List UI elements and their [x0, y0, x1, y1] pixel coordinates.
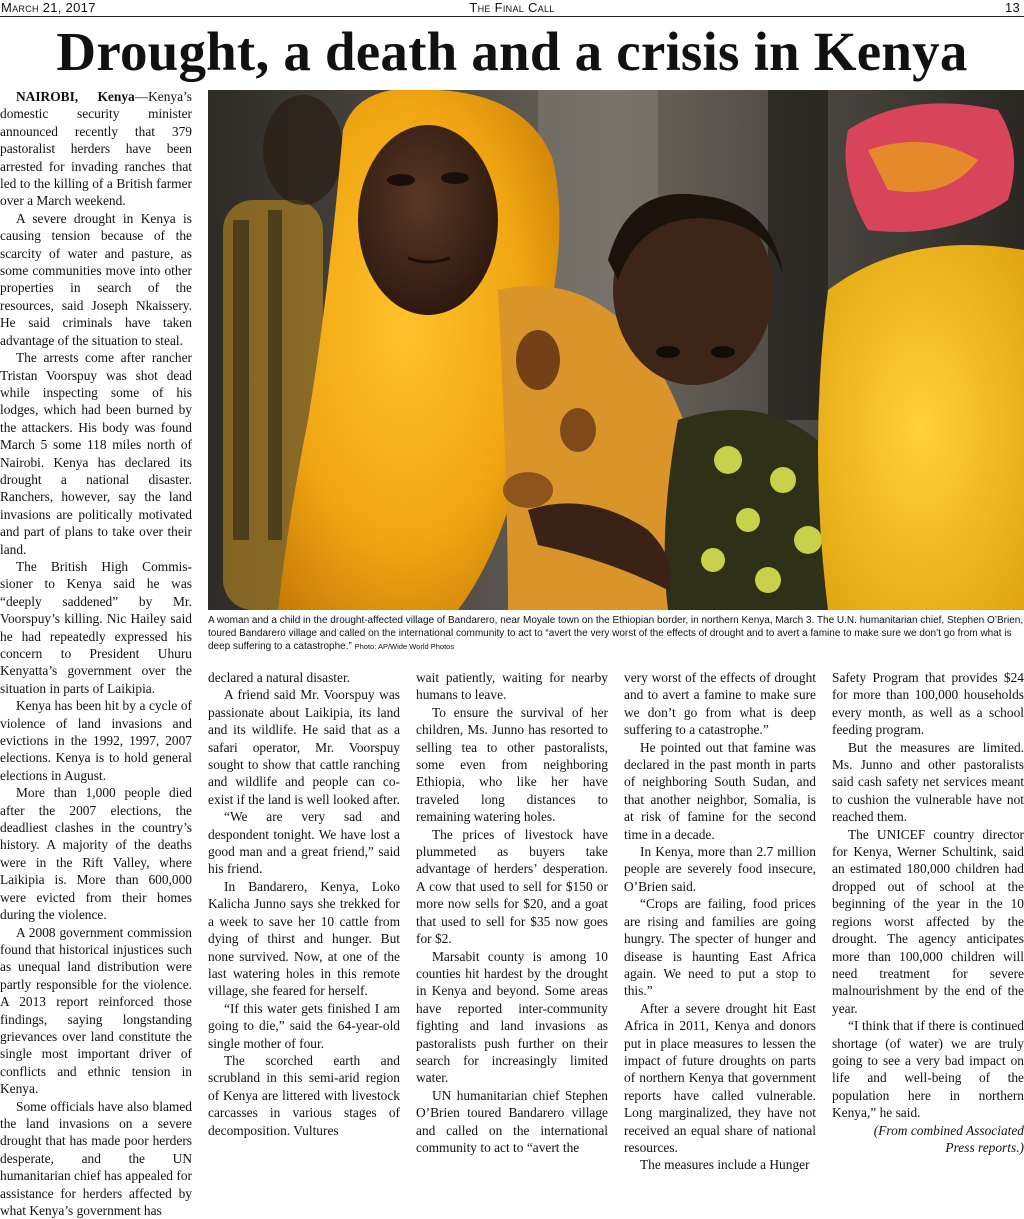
paragraph: “I think that if there is continued shortage (of water) we are truly going to see a very bad impact on life and well-being of the population here in northern Kenya,” he said.: [832, 1018, 1024, 1121]
article-photo: [208, 90, 1024, 610]
paragraph: Safety Program that provides $24 for more than 100,000 households every month, as well as a school feeding program.: [832, 670, 1024, 738]
paragraph: “Crops are failing, food prices are rising and families are going hungry. The specter of hunger and disease is haunting East Africa again. We need to put a stop to this.”: [624, 896, 816, 999]
article-column-5: [832, 669, 1024, 1156]
caption-text: A woman and a child in the drought-affected village of Bandarero, near Moyale town on the Ethiopian border, in northern Kenya, March 3. The U.N. humanitarian chief, Stephen O’Brien, toured Bandarero village and called on the international community to act to “avert the very worst of the effects of drought and to avert a famine to make sure we don’t go from what is deep suffering to a catastrophe.”: [208, 615, 1024, 652]
paragraph: A 2008 government commission found that historical injustices such as unequal land distribution were partly responsible for the violence. A 2013 report reinforced those findings, saying longstanding grievances over land constitute the single most important driver of conflicts and ethnic tension in Kenya.: [0, 924, 192, 1097]
paragraph: To ensure the survival of her children, Ms. Junno has resorted to selling tea to other pastoralists, some even from neighboring Ethiopia, who like her have traveled long distances to remaining watering holes.: [416, 704, 608, 825]
article-column-1: [0, 88, 192, 1219]
paragraph: After a severe drought hit East Africa in 2011, Kenya and donors put in place measures to lessen the impact of future droughts on parts of northern Kenya that government reports have called vulnerable. Long marginalized, they have not received an equal share of national resources.: [624, 1000, 816, 1155]
paragraph: In Bandarero, Kenya, Loko Kalicha Junno says she trekked for a week to save her 10 cattle from dying of thirst and hunger. But none survived. Now, at one of the last watering holes in this remote village, she feared for herself.: [208, 878, 400, 999]
paragraph: The scorched earth and scrubland in this semi-arid region of Kenya are littered with livestock carcasses in various stages of decomposition. Vultures: [208, 1052, 400, 1138]
page-number: 13: [1004, 0, 1020, 15]
photo-woman-and-child: [208, 90, 1024, 610]
paragraph: Kenya has been hit by a cycle of violence of land invasions and evictions in the 1992, 1997, 2007 elections. Kenya is to hold general elections in August.: [0, 698, 192, 783]
paragraph: A friend said Mr. Voorspuy was passionate about Laikipia, its land and its wildlife. He said that as a safari operator, Mr. Voorspuy sought to show that cattle ranching and wildlife and people can co-exist if the land is well looked after.: [208, 687, 400, 807]
headline: Drought, a death and a crisis in Kenya: [56, 21, 968, 82]
paragraph: A severe drought in Kenya is causing tension because of the scarcity of water and pasture, as some communities move into other properties in search of the resources, said Joseph Nkaissery. He said criminals have taken advantage of the situation to steal.: [0, 210, 192, 348]
photo-credit: Photo: AP/Wide World Photos: [354, 642, 455, 651]
paragraph: Marsabit county is among 10 counties hit hardest by the drought in Kenya and beyond. Some areas have reported inter-community fighting and land invasions as pastoralists push further on their search for increasingly limited water.: [416, 948, 608, 1086]
paragraph: UN humanitarian chief Stephen O’Brien toured Bandarero village and called on the international community to act to “avert the: [416, 1087, 608, 1155]
paragraph: [0, 88, 192, 210]
paragraph: In Kenya, more than 2.7 million people are severely food insecure, O’Brien said.: [624, 844, 816, 894]
paragraph: The British High Commis-sioner to Kenya said he was “deeply saddened” by Mr. Voorspuy’s killing. Nic Hailey said he had repeatedly expressed his concern to President Uhuru Kenyatta’s government over the situation in parts of Laikipia.: [0, 558, 192, 696]
paragraph: More than 1,000 people died after the 2007 elections, the deadliest clashes in the country’s history. A majority of the deaths were in the Rift Valley, where Laikipia is. More than 600,000 were evicted from their homes during the violence.: [0, 785, 192, 923]
paragraph: Some officials have also blamed the land invasions on a severe drought that has made poor herders desperate, and the UN humanitarian chief has appealed for assistance for herders affected by what Kenya’s government has: [0, 1098, 192, 1218]
lead-text: —Kenya’s domestic security minister announced recently that 379 pastoralist herders have been arrested for invading ranches that led to the killing of a British farmer over a March weekend.: [0, 89, 192, 209]
paragraph: The arrests come after rancher Tristan Voorspuy was shot dead while inspecting some of his lodges, which had been burned by the attackers. His body was found March 5 some 118 miles north of Nairobi. Kenya has declared its drought a national disaster. Ranchers, however, say the land invasions are politically motivated and part of plans to take over their land.: [0, 350, 192, 557]
article-column-3: [416, 669, 608, 1156]
source-note: (From combined Associated Press reports.): [873, 1122, 1024, 1155]
paragraph: The measures include a Hunger: [640, 1157, 810, 1173]
paragraph: declared a natural disaster.: [208, 670, 351, 685]
photo-caption: [208, 614, 1024, 653]
paragraph: very worst of the effects of drought and to avert a famine to make sure we don’t go from what is deep suffering to a catastrophe.”: [624, 670, 816, 738]
publication-name: The Final Call: [469, 0, 555, 15]
dateline: NAIROBI, Kenya: [16, 89, 135, 104]
article-column-2: [208, 669, 400, 1139]
paragraph: wait patiently, waiting for nearby humans to leave.: [416, 670, 608, 703]
paragraph: He pointed out that famine was declared in the past month in parts of neighboring South Sudan, and that another neighbor, Somalia, is at risk of famine for the second time in a decade.: [624, 739, 816, 842]
paragraph: But the measures are limited. Ms. Junno and other pastoralists said cash safety net services meant to cushion the vulnerable have not reached them.: [832, 739, 1024, 825]
paragraph: The prices of livestock have plummeted as buyers take advantage of herders’ desperation. A cow that used to sell for $150 or more now sells for $20, and a goat that used to sell for $35 now goes for $2.: [416, 826, 608, 947]
issue-date: March 21, 2017: [1, 0, 96, 15]
article-column-4: [624, 669, 816, 1174]
paragraph: “If this water gets finished I am going to die,” said the 64-year-old single mother of four.: [208, 1000, 400, 1051]
paragraph: The UNICEF country director for Kenya, Werner Schultink, said an estimated 180,000 children had dropped out of school at the beginning of the year in the 10 regions worst affected by the drought. The agency anticipates more than 100,000 children will need treatment for severe malnourishment by the end of the year.: [832, 826, 1024, 1016]
paragraph: “We are very sad and despondent tonight. We have lost a good man and a great friend,” said his friend.: [208, 809, 400, 877]
page-header: [0, 0, 1024, 17]
